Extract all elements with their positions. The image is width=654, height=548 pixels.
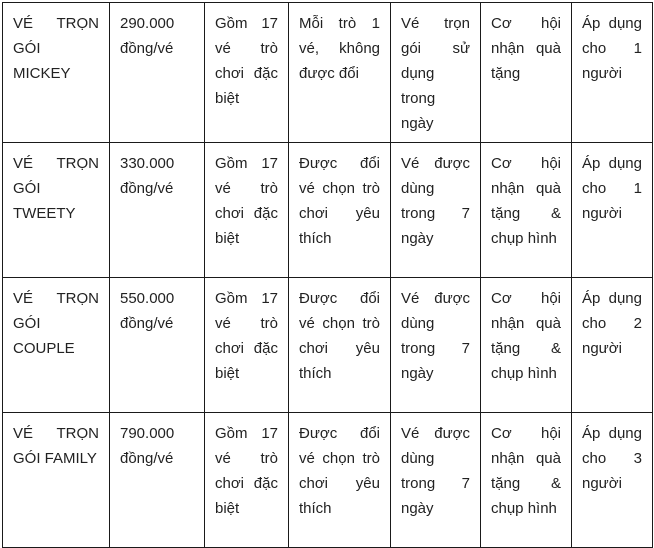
validity-cell: Vé trọn gói sử dụng trong ngày: [391, 3, 481, 143]
applies-cell: Áp dụng cho 3 người: [572, 413, 653, 548]
games-cell: Gồm 17 vé trò chơi đặc biệt: [205, 3, 289, 143]
applies-cell: Áp dụng cho 1 người: [572, 143, 653, 278]
validity-cell: Vé được dùng trong 7 ngày: [391, 413, 481, 548]
table-row: [3, 278, 653, 413]
exchange-cell: Được đổi vé chọn trò chơi yêu thích: [289, 413, 391, 548]
games-cell: Gồm 17 vé trò chơi đặc biệt: [205, 278, 289, 413]
exchange-cell: Được đổi vé chọn trò chơi yêu thích: [289, 143, 391, 278]
table-row: [3, 3, 653, 143]
games-cell: Gồm 17 vé trò chơi đặc biệt: [205, 413, 289, 548]
exchange-cell: Được đổi vé chọn trò chơi yêu thích: [289, 278, 391, 413]
validity-cell: Vé được dùng trong 7 ngày: [391, 143, 481, 278]
gift-cell: Cơ hội nhận quà tặng & chụp hình: [481, 143, 572, 278]
price-cell: 550.000 đồng/vé: [110, 278, 205, 413]
table-row: [3, 413, 653, 548]
table-row: [3, 143, 653, 278]
validity-cell: Vé được dùng trong 7 ngày: [391, 278, 481, 413]
games-cell: Gồm 17 vé trò chơi đặc biệt: [205, 143, 289, 278]
package-name-cell: VÉ TRỌN GÓI COUPLE: [3, 278, 110, 413]
gift-cell: Cơ hội nhận quà tặng & chụp hình: [481, 278, 572, 413]
price-cell: 790.000 đồng/vé: [110, 413, 205, 548]
gift-cell: Cơ hội nhận quà tặng: [481, 3, 572, 143]
price-cell: 330.000 đồng/vé: [110, 143, 205, 278]
package-name-cell: VÉ TRỌN GÓI MICKEY: [3, 3, 110, 143]
exchange-cell: Mỗi trò 1 vé, không được đổi: [289, 3, 391, 143]
package-name-cell: VÉ TRỌN GÓI FAMILY: [3, 413, 110, 548]
applies-cell: Áp dụng cho 1 người: [572, 3, 653, 143]
package-name-cell: VÉ TRỌN GÓI TWEETY: [3, 143, 110, 278]
ticket-package-table: [2, 2, 653, 548]
price-cell: 290.000 đồng/vé: [110, 3, 205, 143]
gift-cell: Cơ hội nhận quà tặng & chụp hình: [481, 413, 572, 548]
applies-cell: Áp dụng cho 2 người: [572, 278, 653, 413]
